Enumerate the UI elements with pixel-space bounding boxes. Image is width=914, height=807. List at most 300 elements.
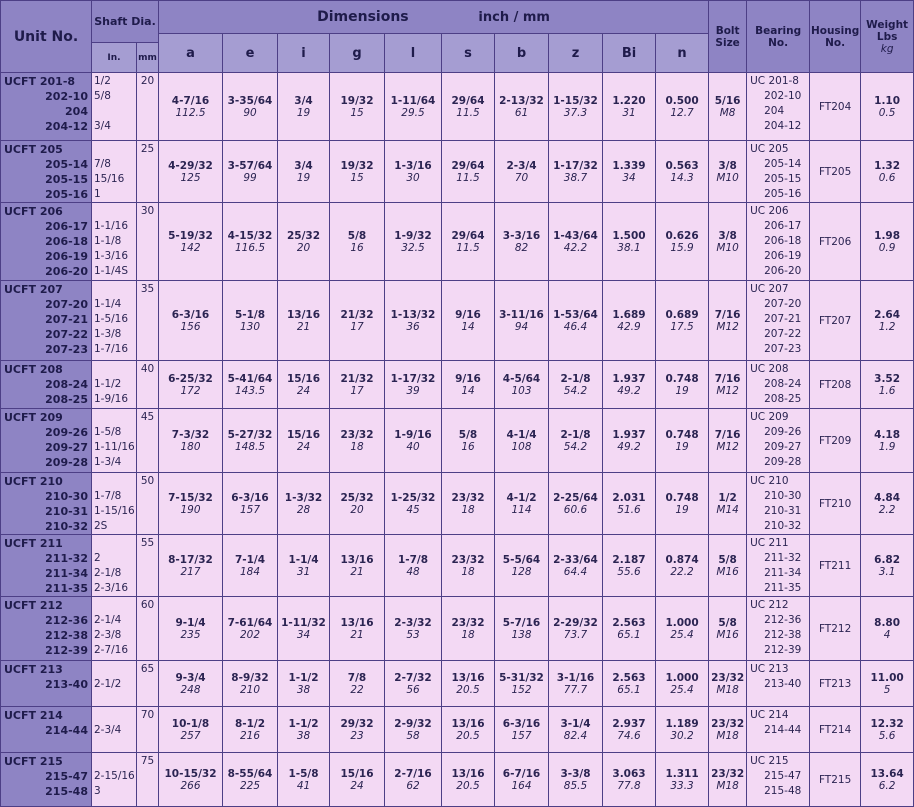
weight-kg: 5 [883, 683, 891, 696]
shaft-inch [94, 708, 134, 723]
dim-l [385, 535, 442, 597]
bearing-no: 205-14 [764, 158, 802, 170]
shaft-inch-cell [92, 473, 137, 535]
shaft-inch: 2-3/16 [94, 582, 129, 594]
dim-mm: 94 [514, 320, 529, 333]
unit-no: UCFT 210 [4, 475, 63, 488]
dim-b [495, 473, 549, 535]
weight-lbs: 6.82 [874, 553, 901, 566]
dim-mm: 22.2 [670, 565, 694, 578]
unit-no-cell [1, 203, 92, 281]
dim-inch: 7-61/64 [227, 616, 273, 629]
dim-bi [603, 661, 656, 707]
table-row [1, 281, 914, 361]
shaft-inch-cell [92, 203, 137, 281]
weight-kg: 0.5 [878, 106, 896, 119]
dim-n [656, 203, 709, 281]
shaft-inch [94, 598, 134, 613]
bearing-no-cell [747, 535, 810, 597]
dim-inch: 2-3/32 [394, 616, 432, 629]
shaft-inch: 1-1/4S [94, 265, 129, 277]
bolt-metric: M18 [716, 779, 739, 792]
dim-mm: 31 [296, 565, 311, 578]
dim-mm: 11.5 [456, 241, 480, 254]
bolt-inch: 3/8 [718, 229, 737, 242]
dim-inch: 1-1/4 [288, 553, 319, 566]
shaft-inch [94, 142, 134, 157]
header-col-bi: Bi [603, 34, 656, 73]
dim-e [223, 535, 278, 597]
dim-mm: 65.1 [617, 683, 641, 696]
dim-inch: 25/32 [286, 229, 321, 242]
bolt-metric: M16 [716, 565, 739, 578]
dim-inch: 2-9/32 [394, 717, 432, 730]
unit-no-cell [1, 753, 92, 807]
header-weight-label: Weight Lbs [866, 18, 909, 43]
dim-inch: 8-1/2 [234, 717, 266, 730]
dim-inch: 9/16 [455, 372, 481, 385]
bolt-metric: M8 [719, 106, 736, 119]
bolt-metric: M10 [716, 241, 739, 254]
dim-z [549, 361, 603, 409]
bolt-inch: 23/32 [711, 671, 745, 684]
dim-b [495, 707, 549, 753]
bearing-no: UC 207 [750, 283, 789, 295]
dim-inch: 13/16 [451, 717, 485, 730]
dim-bi [603, 473, 656, 535]
dim-mm: 61 [514, 106, 529, 119]
dim-mm: 90 [243, 106, 257, 119]
dim-mm: 15 [350, 106, 364, 119]
dim-inch: 29/64 [451, 229, 485, 242]
dim-mm: 157 [239, 503, 261, 516]
dim-mm: 19 [675, 440, 689, 453]
dim-mm: 17.5 [670, 320, 694, 333]
dim-mm: 54.2 [563, 384, 588, 397]
dim-inch: 1-17/32 [390, 372, 436, 385]
shaft-mm: 50 [137, 473, 159, 535]
bolt-inch: 23/32 [711, 717, 745, 730]
dim-s [442, 473, 495, 535]
dim-l [385, 707, 442, 753]
unit-no-cell [1, 707, 92, 753]
weight-lbs: 1.32 [874, 159, 901, 172]
dim-inch: 9/16 [455, 308, 481, 321]
unit-no-cell [1, 409, 92, 473]
dim-b [495, 73, 549, 141]
dim-mm: 15 [350, 171, 364, 184]
dim-mm: 21 [350, 565, 364, 578]
unit-no: 206-19 [45, 250, 88, 263]
dim-z [549, 73, 603, 141]
dim-bi [603, 597, 656, 661]
dim-e [223, 203, 278, 281]
shaft-inch: 1-15/16 [94, 505, 135, 517]
dim-inch: 1-11/64 [390, 94, 436, 107]
dim-mm: 20.5 [456, 779, 480, 792]
dim-mm: 108 [511, 440, 532, 453]
dim-e [223, 141, 278, 203]
header-bearing-no: Bearing No. [747, 1, 810, 73]
shaft-inch-cell [92, 535, 137, 597]
housing-no: FT204 [810, 73, 861, 141]
dim-mm: 156 [180, 320, 201, 333]
unit-no: UCFT 207 [4, 283, 63, 296]
dim-a [159, 281, 223, 361]
header-col-a: a [159, 34, 223, 73]
bearing-no: 214-44 [764, 724, 802, 736]
unit-no-cell [1, 535, 92, 597]
dim-inch: 1-9/16 [394, 428, 432, 441]
dim-a [159, 661, 223, 707]
dim-mm: 125 [180, 171, 201, 184]
unit-no: 215-48 [45, 785, 88, 798]
dim-inch: 3/4 [294, 94, 313, 107]
dim-mm: 38 [296, 729, 311, 742]
dim-inch: 29/32 [340, 717, 374, 730]
table-row [1, 661, 914, 707]
dim-mm: 18 [461, 628, 475, 641]
dim-g [330, 141, 385, 203]
dim-s [442, 141, 495, 203]
dim-inch: 4-15/32 [227, 229, 273, 242]
dim-e [223, 281, 278, 361]
unit-no-cell [1, 473, 92, 535]
dim-mm: 172 [180, 384, 201, 397]
dim-mm: 36 [406, 320, 420, 333]
dim-b [495, 141, 549, 203]
dim-inch: 2.563 [612, 671, 646, 684]
dim-e [223, 73, 278, 141]
dim-mm: 17 [350, 320, 364, 333]
dim-n [656, 597, 709, 661]
unit-no: 206-20 [45, 265, 88, 278]
dim-mm: 257 [180, 729, 201, 742]
bolt-inch: 1/2 [718, 491, 737, 504]
dim-mm: 38.1 [617, 241, 641, 254]
dim-inch: 1-5/8 [288, 767, 319, 780]
dim-inch: 5-1/8 [234, 308, 266, 321]
dim-inch: 1.689 [612, 308, 646, 321]
dim-mm: 49.2 [617, 384, 641, 397]
bolt-size [709, 661, 747, 707]
weight [861, 141, 914, 203]
dim-mm: 14.3 [670, 171, 694, 184]
dim-mm: 15.9 [670, 241, 694, 254]
dim-inch: 5-31/32 [499, 671, 544, 684]
dim-inch: 29/64 [451, 94, 485, 107]
dim-inch: 3/4 [294, 159, 313, 172]
bolt-inch: 7/16 [714, 428, 741, 441]
dim-mm: 46.4 [563, 320, 588, 333]
weight [861, 203, 914, 281]
dim-inch: 1-7/8 [397, 553, 429, 566]
bearing-no: 210-32 [764, 520, 802, 532]
dim-mm: 217 [180, 565, 201, 578]
dim-inch: 2.031 [612, 491, 646, 504]
bolt-inch: 23/32 [711, 767, 745, 780]
dim-i [278, 203, 330, 281]
table-row [1, 753, 914, 807]
weight [861, 281, 914, 361]
dim-bi [603, 753, 656, 807]
dim-mm: 128 [511, 565, 532, 578]
dim-i [278, 141, 330, 203]
dim-mm: 38.7 [563, 171, 588, 184]
housing-no: FT213 [810, 661, 861, 707]
dim-mm: 51.6 [617, 503, 641, 516]
dim-mm: 16 [461, 440, 475, 453]
dim-inch: 3-1/4 [560, 717, 591, 730]
bolt-inch: 7/16 [714, 308, 741, 321]
dim-e [223, 661, 278, 707]
dim-mm: 64.4 [563, 565, 588, 578]
dim-i [278, 535, 330, 597]
bolt-inch: 7/16 [714, 372, 741, 385]
shaft-inch: 1-5/8 [94, 426, 122, 438]
weight-lbs: 3.52 [874, 372, 901, 385]
shaft-inch: 3 [94, 785, 101, 797]
bearing-no: 206-20 [764, 265, 802, 277]
dim-b [495, 597, 549, 661]
dim-mm: 58 [406, 729, 420, 742]
dim-mm: 99 [243, 171, 257, 184]
shaft-inch: 2 [94, 552, 101, 564]
weight-kg: 1.6 [878, 384, 896, 397]
shaft-inch: 1-1/16 [94, 220, 129, 232]
shaft-inch [94, 204, 134, 219]
dim-z [549, 473, 603, 535]
shaft-inch: 2S [94, 520, 108, 532]
bearing-no: 212-39 [764, 644, 802, 656]
shaft-inch-cell [92, 409, 137, 473]
dim-l [385, 73, 442, 141]
dim-mm: 42.9 [617, 320, 641, 333]
dim-mm: 38 [296, 683, 311, 696]
dim-mm: 40 [406, 440, 420, 453]
dim-inch: 2-1/8 [560, 428, 591, 441]
dim-inch: 1-17/32 [553, 159, 598, 172]
bearing-no: UC 211 [750, 537, 789, 549]
dim-mm: 55.6 [617, 565, 641, 578]
dim-mm: 112.5 [175, 106, 206, 119]
housing-no: FT211 [810, 535, 861, 597]
dim-l [385, 661, 442, 707]
dim-inch: 2.187 [612, 553, 646, 566]
unit-no: 213-40 [45, 678, 88, 691]
dim-mm: 20 [296, 241, 311, 254]
dim-mm: 142 [180, 241, 201, 254]
dim-l [385, 597, 442, 661]
shaft-inch: 1-5/16 [94, 313, 129, 325]
header-dimensions-units: inch / mm [478, 10, 550, 25]
table-row [1, 473, 914, 535]
dim-inch: 3-3/16 [502, 229, 541, 242]
dim-mm: 202 [239, 628, 261, 641]
dim-mm: 24 [296, 440, 311, 453]
header-col-l: l [385, 34, 442, 73]
dim-g [330, 753, 385, 807]
shaft-inch: 3/4 [94, 120, 111, 132]
dim-g [330, 473, 385, 535]
shaft-inch: 1/2 [94, 75, 111, 87]
unit-no: UCFT 208 [4, 363, 63, 376]
bolt-inch: 5/16 [714, 94, 741, 107]
bearing-no-cell [747, 753, 810, 807]
dim-inch: 1-3/32 [284, 491, 323, 504]
dim-bi [603, 535, 656, 597]
bearing-no: 211-35 [764, 582, 802, 594]
unit-no: 208-25 [45, 393, 88, 406]
weight [861, 753, 914, 807]
header-weight [861, 1, 914, 73]
unit-no: 211-35 [45, 582, 88, 595]
bearing-no: 207-23 [764, 343, 802, 355]
dim-inch: 1.500 [612, 229, 646, 242]
bolt-size [709, 409, 747, 473]
dim-inch: 3-35/64 [227, 94, 273, 107]
dim-mm: 216 [239, 729, 261, 742]
dim-inch: 0.748 [665, 372, 699, 385]
dim-inch: 1.000 [665, 616, 699, 629]
dim-b [495, 753, 549, 807]
dim-mm: 41 [296, 779, 311, 792]
dim-s [442, 753, 495, 807]
dim-e [223, 409, 278, 473]
table-row [1, 73, 914, 141]
bearing-no: 208-24 [764, 378, 802, 390]
bearing-no: 205-15 [764, 173, 802, 185]
weight [861, 535, 914, 597]
dim-g [330, 661, 385, 707]
dim-mm: 130 [239, 320, 261, 333]
bearing-no: UC 213 [750, 663, 789, 675]
dim-inch: 3-3/8 [560, 767, 591, 780]
dim-inch: 13/16 [286, 308, 321, 321]
shaft-inch [94, 662, 134, 677]
shaft-inch [94, 754, 134, 769]
dim-mm: 12.7 [670, 106, 694, 119]
dim-mm: 25.4 [670, 628, 694, 641]
dim-mm: 42.2 [563, 241, 588, 254]
shaft-inch: 2-1/2 [94, 678, 122, 690]
dim-e [223, 707, 278, 753]
dim-n [656, 281, 709, 361]
shaft-inch-cell [92, 73, 137, 141]
dim-z [549, 707, 603, 753]
dim-b [495, 661, 549, 707]
dim-mm: 74.6 [617, 729, 641, 742]
dim-e [223, 361, 278, 409]
unit-no: 202-10 [45, 90, 88, 103]
dim-z [549, 535, 603, 597]
bearing-no: 208-25 [764, 393, 802, 405]
bearing-no-cell [747, 281, 810, 361]
dim-mm: 138 [511, 628, 532, 641]
bearing-no-cell [747, 661, 810, 707]
dim-n [656, 753, 709, 807]
header-col-b: b [495, 34, 549, 73]
dim-s [442, 661, 495, 707]
dim-mm: 65.1 [617, 628, 641, 641]
weight [861, 473, 914, 535]
dim-mm: 14 [461, 384, 475, 397]
shaft-mm: 30 [137, 203, 159, 281]
housing-no: FT214 [810, 707, 861, 753]
shaft-mm: 35 [137, 281, 159, 361]
bolt-metric: M12 [716, 440, 739, 453]
dim-inch: 4-7/16 [171, 94, 210, 107]
shaft-inch [94, 104, 134, 119]
dim-g [330, 73, 385, 141]
dim-inch: 7-15/32 [168, 491, 213, 504]
dim-b [495, 535, 549, 597]
dim-mm: 157 [511, 729, 532, 742]
dim-mm: 225 [239, 779, 261, 792]
bolt-metric: M18 [716, 683, 739, 696]
shaft-inch-cell [92, 361, 137, 409]
bearing-no: 215-48 [764, 785, 802, 797]
shaft-inch: 15/16 [94, 173, 125, 185]
dim-mm: 49.2 [617, 440, 641, 453]
shaft-inch: 2-1/8 [94, 567, 122, 579]
weight-kg: 5.6 [878, 729, 896, 742]
dim-mm: 22 [350, 683, 364, 696]
dim-inch: 9-1/4 [175, 616, 206, 629]
dim-inch: 13/16 [451, 767, 485, 780]
weight-lbs: 13.64 [870, 767, 904, 780]
bearing-no: 209-28 [764, 456, 802, 468]
dim-inch: 1-11/32 [281, 616, 326, 629]
bolt-metric: M12 [716, 320, 739, 333]
shaft-mm: 25 [137, 141, 159, 203]
unit-no-cell [1, 141, 92, 203]
dim-bi [603, 281, 656, 361]
shaft-inch: 1 [94, 188, 101, 200]
dim-mm: 18 [350, 440, 364, 453]
dim-s [442, 409, 495, 473]
dim-inch: 1-13/32 [390, 308, 436, 321]
weight-lbs: 1.98 [874, 229, 901, 242]
dim-a [159, 597, 223, 661]
bolt-size [709, 203, 747, 281]
dim-mm: 77.8 [617, 779, 641, 792]
dim-inch: 8-55/64 [227, 767, 273, 780]
dim-mm: 114 [511, 503, 532, 516]
dim-inch: 1-15/32 [553, 94, 598, 107]
dim-i [278, 597, 330, 661]
bearing-no-cell [747, 361, 810, 409]
unit-no: UCFT 209 [4, 411, 63, 424]
dim-inch: 21/32 [340, 308, 374, 321]
dim-inch: 1-9/32 [394, 229, 432, 242]
bearing-no: 211-34 [764, 567, 802, 579]
dim-mm: 11.5 [456, 171, 480, 184]
shaft-mm: 60 [137, 597, 159, 661]
dim-inch: 1.000 [665, 671, 699, 684]
dim-mm: 21 [350, 628, 364, 641]
header-unit-no: Unit No. [1, 1, 92, 73]
dim-a [159, 707, 223, 753]
dim-inch: 1-1/2 [288, 717, 319, 730]
bearing-no: 204-12 [764, 120, 802, 132]
dim-mm: 210 [239, 683, 261, 696]
bearing-no: 209-26 [764, 426, 802, 438]
table-row [1, 409, 914, 473]
shaft-inch: 1-1/8 [94, 235, 122, 247]
header-housing-no: Housing No. [810, 1, 861, 73]
dim-inch: 6-3/16 [171, 308, 210, 321]
